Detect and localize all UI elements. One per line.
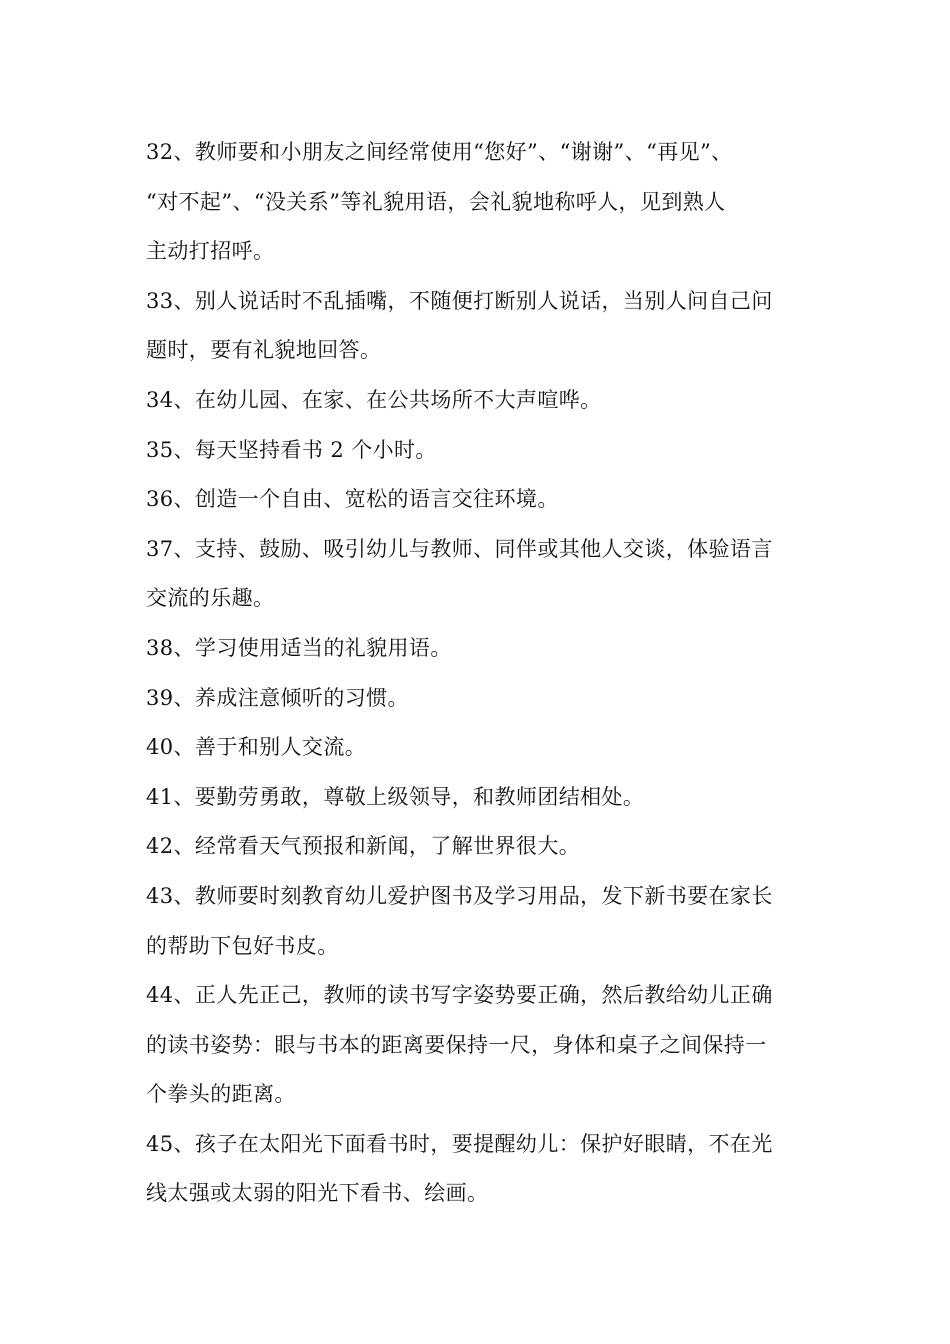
item-44-line-2: 的读书姿势：眼与书本的距离要保持一尺，身体和桌子之间保持一 bbox=[146, 1032, 767, 1057]
list-item-38 bbox=[146, 624, 816, 674]
list-item-42 bbox=[146, 822, 816, 872]
list-item-37 bbox=[146, 525, 816, 624]
item-39-line-1: 39、养成注意倾听的习惯。 bbox=[146, 685, 409, 710]
item-40-line-1: 40、善于和别人交流。 bbox=[146, 735, 367, 760]
item-44-line-1: 44、正人先正己，教师的读书写字姿势要正确，然后教给幼儿正确 bbox=[146, 983, 773, 1008]
list-item-32 bbox=[146, 128, 816, 277]
list-item-33 bbox=[146, 277, 816, 376]
item-35-line-1: 35、每天坚持看书 2 个小时。 bbox=[146, 437, 437, 462]
item-41-line-1: 41、要勤劳勇敢，尊敬上级领导，和教师团结相处。 bbox=[146, 784, 645, 809]
list-item-44 bbox=[146, 971, 816, 1120]
item-36-line-1: 36、创造一个自由、宽松的语言交往环境。 bbox=[146, 487, 559, 512]
list-item-34 bbox=[146, 376, 816, 426]
item-45-line-1: 45、孩子在太阳光下面看书时，要提醒幼儿：保护好眼睛，不在光 bbox=[146, 1131, 773, 1156]
item-34-line-1: 34、在幼儿园、在家、在公共场所不大声喧哗。 bbox=[146, 387, 602, 412]
item-33-line-1: 33、别人说话时不乱插嘴，不随便打断别人说话，当别人问自己问 bbox=[146, 288, 773, 313]
item-45-line-2: 线太强或太弱的阳光下看书、绘画。 bbox=[146, 1181, 489, 1206]
item-32-line-1: 32、教师要和小朋友之间经常使用“您好”、“谢谢”、“再见”、 bbox=[146, 140, 733, 164]
list-item-43 bbox=[146, 872, 816, 971]
item-38-line-1: 38、学习使用适当的礼貌用语。 bbox=[146, 635, 452, 660]
list-item-36 bbox=[146, 475, 816, 525]
item-37-line-1: 37、支持、鼓励、吸引幼儿与教师、同伴或其他人交谈，体验语言 bbox=[146, 536, 773, 561]
item-32-line-3: 主动打招呼。 bbox=[146, 239, 275, 264]
list-item-45 bbox=[146, 1120, 816, 1219]
item-43-line-1: 43、教师要时刻教育幼儿爱护图书及学习用品，发下新书要在家长 bbox=[146, 883, 773, 908]
item-32-line-2: “对不起”、“没关系”等礼貌用语，会礼貌地称呼人，见到熟人 bbox=[146, 189, 726, 214]
list-item-41 bbox=[146, 773, 816, 823]
document-body bbox=[146, 128, 816, 1219]
item-43-line-2: 的帮助下包好书皮。 bbox=[146, 933, 339, 958]
item-44-line-3: 个拳头的距离。 bbox=[146, 1082, 296, 1107]
list-item-39 bbox=[146, 674, 816, 724]
item-42-line-1: 42、经常看天气预报和新闻，了解世界很大。 bbox=[146, 834, 581, 859]
list-item-35 bbox=[146, 426, 816, 476]
item-33-line-2: 题时，要有礼貌地回答。 bbox=[146, 338, 382, 363]
item-37-line-2: 交流的乐趣。 bbox=[146, 586, 275, 611]
list-item-40 bbox=[146, 723, 816, 773]
